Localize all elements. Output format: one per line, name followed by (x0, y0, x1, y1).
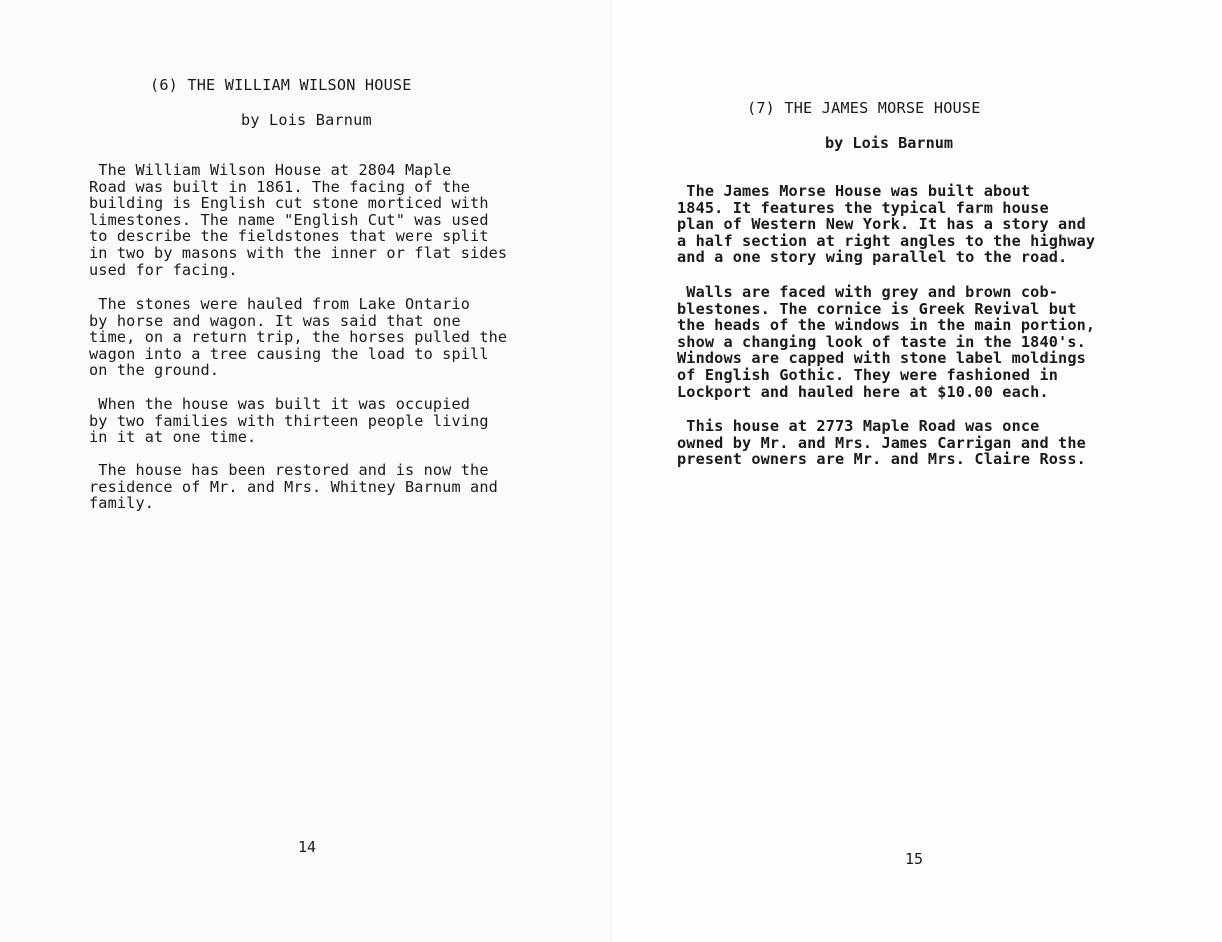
left-page-title: (6) THE WILLIAM WILSON HOUSE (150, 76, 412, 94)
right-paragraph-3: This house at 2773 Maple Road was once owned by Mr. and Mrs. James Carrigan and the present owners are Mr. and Mrs. Claire Ross. (677, 417, 1086, 469)
left-paragraph-3: When the house was built it was occupied by two families with thirteen people living in it at one time. (89, 395, 489, 447)
left-page (0, 0, 610, 942)
right-page-number: 15 (905, 850, 924, 868)
left-paragraph-2: The stones were hauled from Lake Ontario by horse and wagon. It was said that one time, on a return trip, the horses pulled the wagon into a tree causing the load to spill on the ground. (89, 295, 508, 380)
left-page-byline: by Lois Barnum (241, 111, 372, 129)
left-paragraph-1: The William Wilson House at 2804 Maple Road was built in 1861. The facing of the building is English cut stone morticed with limestones. The name "English Cut" was used to describe the fieldstones that were split in two by masons with the inner or flat sides used for facing. (89, 161, 508, 279)
right-page-title: (7) THE JAMES MORSE HOUSE (747, 99, 981, 117)
right-page (612, 0, 1222, 942)
right-paragraph-2: Walls are faced with grey and brown cob- blestones. The cornice is Greek Revival but the heads of the windows in the main portion, show a changing look of taste in the 1840's. Windows are capped with stone label moldings of English Gothic. They were fashioned in Lockport and hauled here at $10.00 each. (677, 283, 1096, 401)
left-page-number: 14 (298, 838, 317, 856)
left-paragraph-4: The house has been restored and is now the residence of Mr. and Mrs. Whitney Barnum and family. (89, 461, 498, 513)
right-page-byline: by Lois Barnum (825, 134, 954, 152)
right-paragraph-1: The James Morse House was built about 1845. It features the typical farm house plan of Western New York. It has a story and a half section at right angles to the highway and a one story wing parallel to the road. (677, 182, 1096, 267)
